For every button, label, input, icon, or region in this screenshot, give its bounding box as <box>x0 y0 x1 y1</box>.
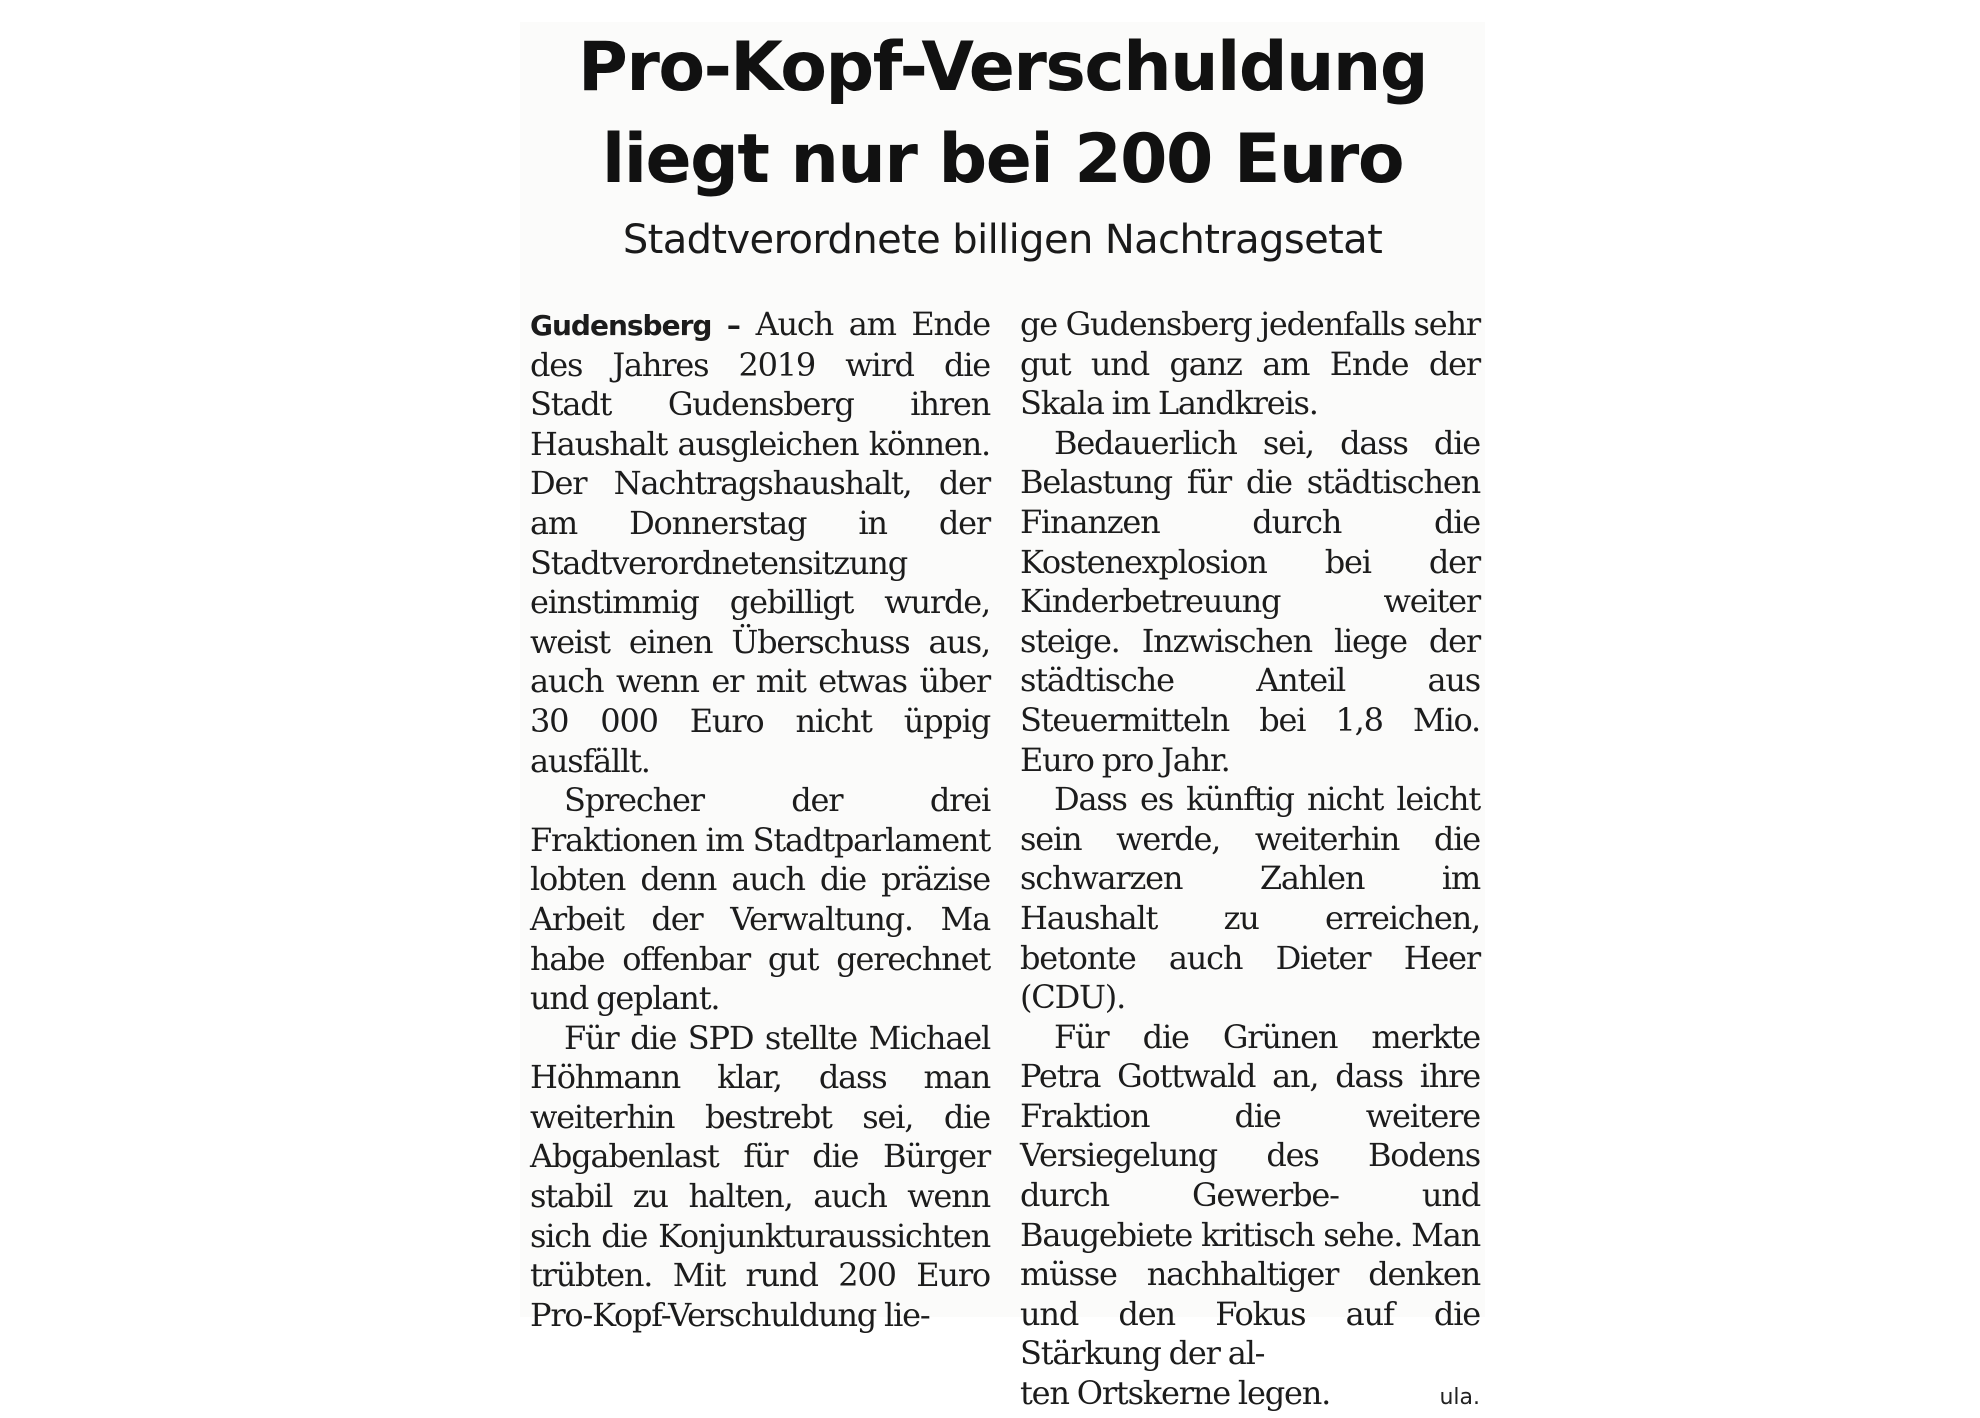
dateline: Gudensberg – <box>530 309 740 342</box>
paragraph-text: ten Ortskerne legen. <box>1020 1374 1331 1413</box>
subheadline: Stadtverordnete billigen Nachtragsetat <box>622 217 1383 263</box>
paragraph: Dass es künftig nicht leicht sein werde, weiterhin die schwarzen Zahlen im Haushalt zu erreichen, betonte auch Dieter Heer (CDU). <box>1020 780 1480 1017</box>
newspaper-clipping <box>520 22 1485 1413</box>
headline-line-2: liegt nur bei 200 Euro <box>601 120 1404 199</box>
paragraph: Sprecher der drei Fraktionen im Stadtparlament lobten denn auch die präzise Arbeit der Verwaltung. Ma habe offenbar gut gerechnet und geplant. <box>530 781 990 1018</box>
headline-line-1: Pro-Kopf-Verschuldung <box>577 28 1427 107</box>
paragraph: ge Gudensberg jedenfalls sehr gut und ganz am Ende der Skala im Landkreis. <box>1020 305 1480 423</box>
headline <box>520 22 1485 206</box>
closing-line <box>1020 1374 1480 1418</box>
column-left <box>530 305 990 1418</box>
author-initials: ula. <box>1439 1385 1480 1411</box>
paragraph: Bedauerlich sei, dass die Belastung für die städtischen Finanzen durch die Kostenexplosion bei der Kinderbetreuung weiter steige. Inzwischen liege der städtische Anteil aus Steuermitteln bei 1,8 Mio. Euro pro Jahr. <box>1020 423 1480 779</box>
paragraph <box>530 305 990 781</box>
paragraph-text: Auch am Ende des Jahres 2019 wird die Stadt Gudensberg ihren Haushalt ausgleichen können. Der Nachtragshaushalt, der am Donnerstag in der Stadtverordnetensitzung einstimmig gebilligt wurde, weist einen Überschuss aus, auch wenn er mit etwas über 30 000 Euro nicht üppig ausfällt. <box>530 305 990 780</box>
paragraph: Für die Grünen merkte Petra Gottwald an, dass ihre Fraktion die weitere Versiegelung des Bodens durch Gewerbe- und Baugebiete kritisch sehe. Man müsse nachhaltiger denken und den Fokus auf die Stärkung der al- <box>1020 1017 1480 1373</box>
article-body <box>530 305 1480 1418</box>
column-right <box>1020 305 1480 1418</box>
paragraph: Für die SPD stellte Michael Höhmann klar, dass man weiterhin bestrebt sei, die Abgabenlast für die Bürger stabil zu halten, auch wenn sich die Konjunkturaussichten trübten. Mit rund 200 Euro Pro-Kopf-Verschuldung lie- <box>530 1018 990 1334</box>
